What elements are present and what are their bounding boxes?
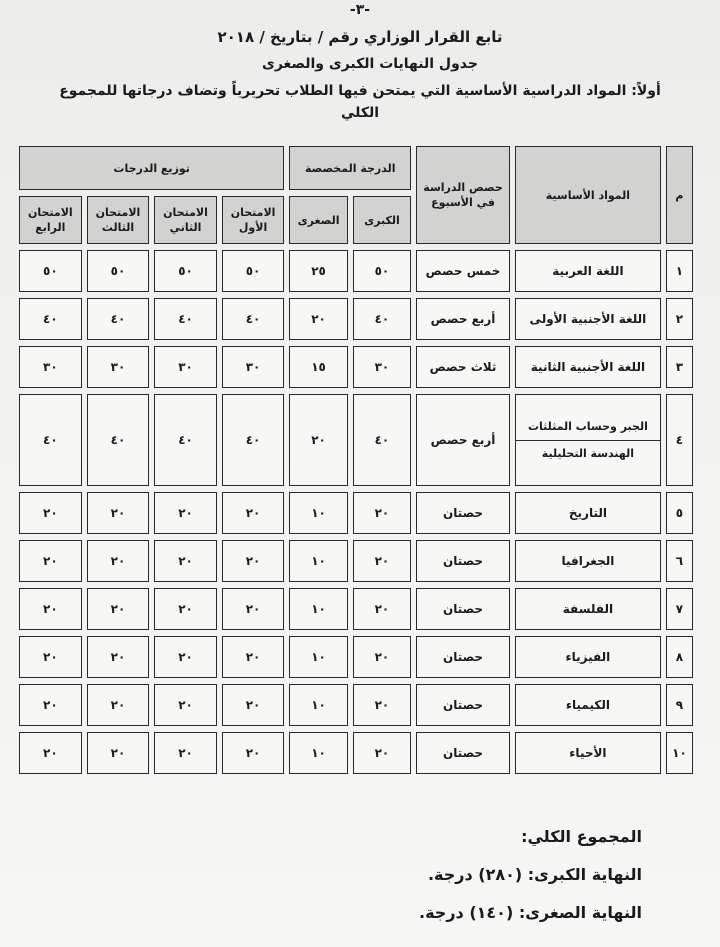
max-grade: ٢٠ (353, 492, 411, 534)
min-total: النهاية الصغرى: (١٤٠) درجة. (419, 903, 642, 922)
weekly-periods: ثلاث حصص (416, 346, 510, 388)
exam2-grade: ٥٠ (154, 250, 217, 292)
exam1-grade: ٥٠ (222, 250, 285, 292)
header-exam2: الامتحان الثاني (154, 196, 217, 244)
exam4-grade: ٣٠ (19, 346, 82, 388)
exam4-grade: ٢٠ (19, 684, 82, 726)
row-number: ١ (666, 250, 693, 292)
exam1-grade: ٤٠ (222, 298, 285, 340)
weekly-periods: حصتان (416, 492, 510, 534)
row-number: ٥ (666, 492, 693, 534)
document-title: جدول النهايات الكبرى والصغرى (262, 56, 478, 72)
exam1-grade: ٢٠ (222, 684, 285, 726)
exam2-grade: ٢٠ (154, 636, 217, 678)
min-grade: ١٠ (289, 540, 347, 582)
subject-part-algebra: الجبر وحساب المثلثات (527, 419, 648, 433)
exam4-grade: ٢٠ (19, 540, 82, 582)
row-number: ٦ (666, 540, 693, 582)
total-label: المجموع الكلي: (521, 827, 642, 846)
max-total: النهاية الكبرى: (٢٨٠) درجة. (427, 865, 642, 884)
exam3-grade: ٥٠ (87, 250, 150, 292)
subject-name: الفلسفة (515, 588, 661, 630)
row-number: ٨ (666, 636, 693, 678)
row-number: ٣ (666, 346, 693, 388)
exam4-grade: ٢٠ (19, 732, 82, 774)
exam3-grade: ٣٠ (87, 346, 150, 388)
max-grade: ٤٠ (353, 394, 411, 486)
exam1-grade: ٢٠ (222, 540, 285, 582)
header-min: الصغرى (289, 196, 347, 244)
header-num: م (666, 146, 693, 244)
row-number: ٧ (666, 588, 693, 630)
subject-name: اللغة الأجنبية الأولى (515, 298, 661, 340)
min-grade: ١٠ (289, 588, 347, 630)
subject-name: الجغرافيا (515, 540, 661, 582)
exam3-grade: ٢٠ (87, 732, 150, 774)
header-distribution: توزيع الدرجات (19, 146, 284, 190)
table-row (19, 684, 693, 726)
exam3-grade: ٢٠ (87, 492, 150, 534)
subject-name: اللغة العربية (515, 250, 661, 292)
weekly-periods: خمس حصص (416, 250, 510, 292)
exam2-grade: ٢٠ (154, 540, 217, 582)
max-grade: ٢٠ (353, 588, 411, 630)
exam2-grade: ٤٠ (154, 298, 217, 340)
min-grade: ١٥ (289, 346, 347, 388)
subject-name: التاريخ (515, 492, 661, 534)
page-number: -٣- (349, 2, 371, 18)
header-allocated: الدرجة المخصصة (289, 146, 411, 190)
decree-line: تابع القرار الوزاري رقم / بتاريخ / ٢٠١٨ (217, 28, 503, 46)
min-grade: ٢٠ (289, 298, 347, 340)
exam3-grade: ٤٠ (87, 298, 150, 340)
row-number: ٤ (666, 394, 693, 486)
max-grade: ٢٠ (353, 732, 411, 774)
subject-name (515, 394, 661, 486)
table-row (19, 298, 693, 340)
min-grade: ٢٥ (289, 250, 347, 292)
grades-table (14, 140, 698, 780)
exam4-grade: ٢٠ (19, 492, 82, 534)
table-row (19, 636, 693, 678)
weekly-periods: حصتان (416, 588, 510, 630)
max-grade: ٢٠ (353, 636, 411, 678)
exam4-grade: ٤٠ (19, 394, 82, 486)
exam3-grade: ٤٠ (87, 394, 150, 486)
table-row (19, 588, 693, 630)
exam1-grade: ٢٠ (222, 492, 285, 534)
header-max: الكبرى (353, 196, 411, 244)
subject-name: اللغة الأجنبية الثانية (515, 346, 661, 388)
exam2-grade: ٤٠ (154, 394, 217, 486)
table-row (19, 346, 693, 388)
exam4-grade: ٢٠ (19, 636, 82, 678)
max-grade: ٣٠ (353, 346, 411, 388)
weekly-periods: أربع حصص (416, 394, 510, 486)
exam2-grade: ٢٠ (154, 588, 217, 630)
exam1-grade: ٣٠ (222, 346, 285, 388)
exam2-grade: ٣٠ (154, 346, 217, 388)
exam4-grade: ٢٠ (19, 588, 82, 630)
exam4-grade: ٥٠ (19, 250, 82, 292)
exam3-grade: ٢٠ (87, 636, 150, 678)
weekly-periods: أربع حصص (416, 298, 510, 340)
subject-part-geometry: الهندسة التحليلية (516, 440, 660, 467)
header-periods: حصص الدراسة في الأسبوع (416, 146, 510, 244)
min-grade: ١٠ (289, 636, 347, 678)
header-subject: المواد الأساسية (515, 146, 661, 244)
min-grade: ١٠ (289, 684, 347, 726)
subject-name: الأحياء (515, 732, 661, 774)
max-grade: ٥٠ (353, 250, 411, 292)
exam1-grade: ٢٠ (222, 636, 285, 678)
table-row (19, 540, 693, 582)
exam2-grade: ٢٠ (154, 492, 217, 534)
row-number: ١٠ (666, 732, 693, 774)
max-grade: ٤٠ (353, 298, 411, 340)
row-number: ٩ (666, 684, 693, 726)
exam2-grade: ٢٠ (154, 684, 217, 726)
max-grade: ٢٠ (353, 540, 411, 582)
header-exam3: الامتحان الثالث (87, 196, 150, 244)
exam2-grade: ٢٠ (154, 732, 217, 774)
min-grade: ١٠ (289, 732, 347, 774)
exam3-grade: ٢٠ (87, 684, 150, 726)
weekly-periods: حصتان (416, 636, 510, 678)
min-grade: ٢٠ (289, 394, 347, 486)
exam4-grade: ٤٠ (19, 298, 82, 340)
exam3-grade: ٢٠ (87, 588, 150, 630)
table-row (19, 394, 693, 486)
table-row (19, 492, 693, 534)
weekly-periods: حصتان (416, 684, 510, 726)
header-exam1: الامتحان الأول (222, 196, 285, 244)
table-row (19, 732, 693, 774)
max-grade: ٢٠ (353, 684, 411, 726)
exam1-grade: ٤٠ (222, 394, 285, 486)
subject-name: الفيزياء (515, 636, 661, 678)
row-number: ٢ (666, 298, 693, 340)
weekly-periods: حصتان (416, 732, 510, 774)
weekly-periods: حصتان (416, 540, 510, 582)
header-exam4: الامتحان الرابع (19, 196, 82, 244)
subject-name: الكيمياء (515, 684, 661, 726)
totals-summary (419, 818, 642, 932)
section-heading: أولاً: المواد الدراسية الأساسية التي يمتحن فيها الطلاب تحريرياً وتضاف درجاتها للمجموع الكلي (59, 83, 661, 121)
table-row (19, 250, 693, 292)
exam1-grade: ٢٠ (222, 588, 285, 630)
min-grade: ١٠ (289, 492, 347, 534)
exam1-grade: ٢٠ (222, 732, 285, 774)
exam3-grade: ٢٠ (87, 540, 150, 582)
